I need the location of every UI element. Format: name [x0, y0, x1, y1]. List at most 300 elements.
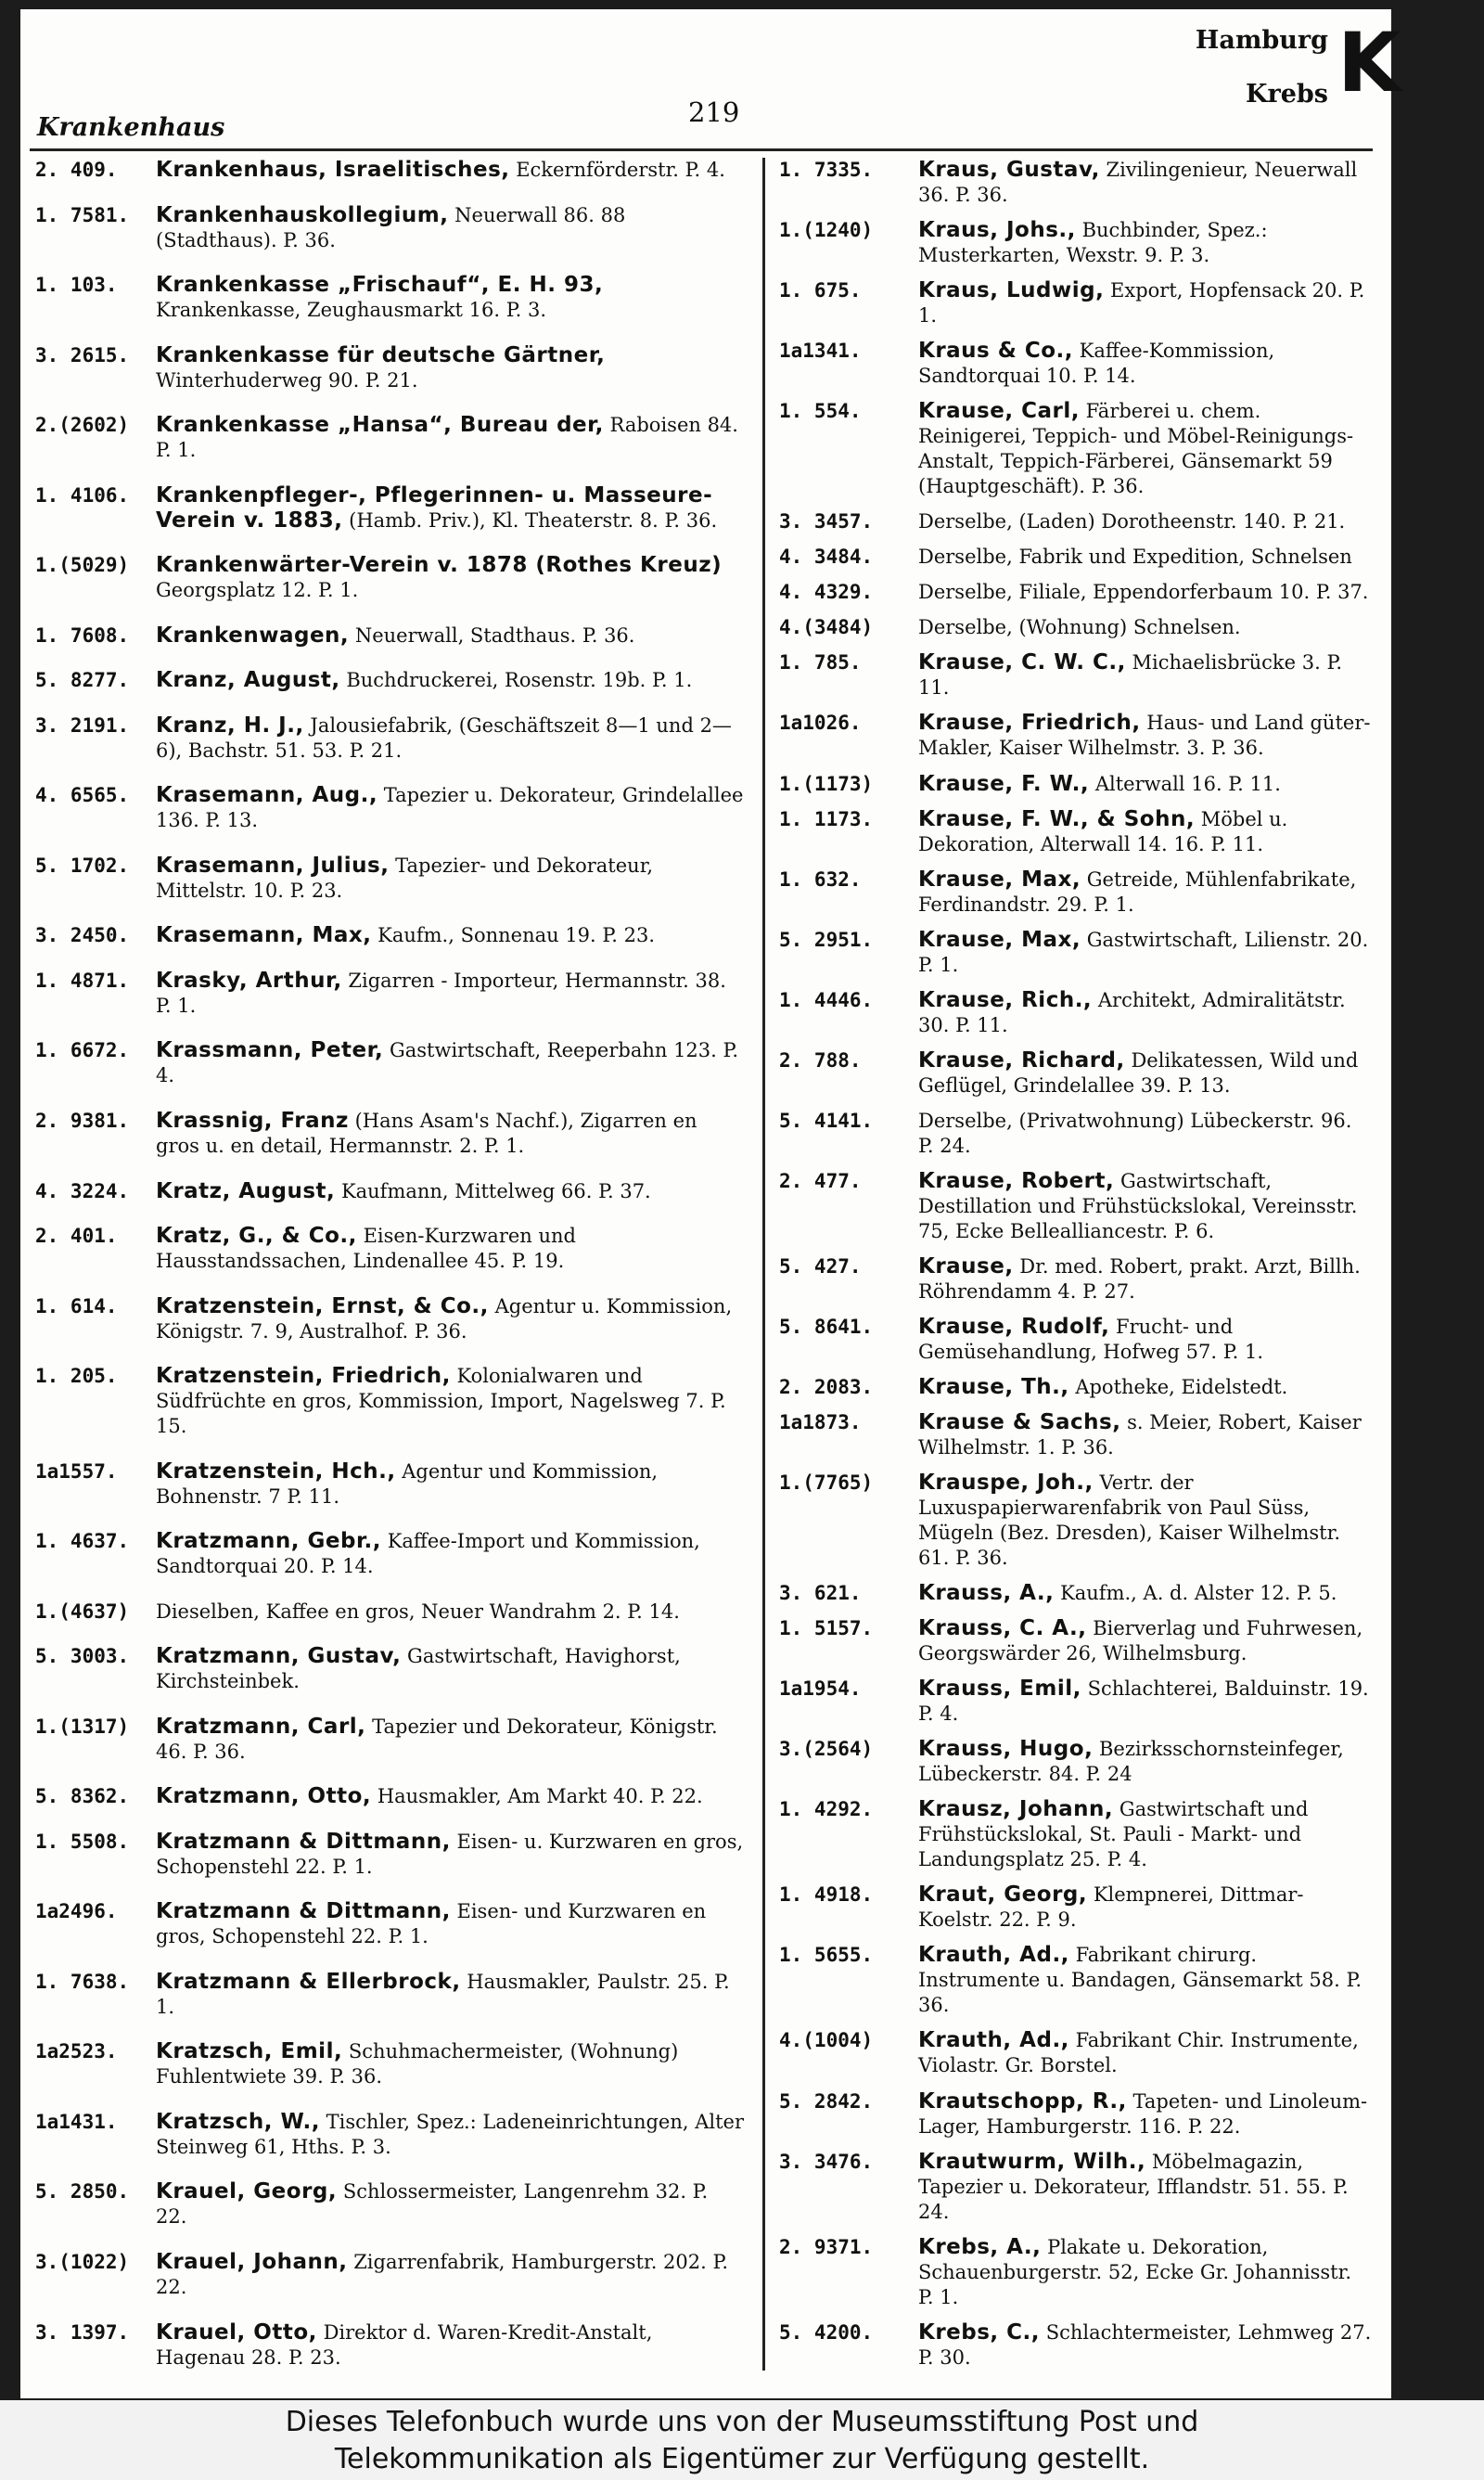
phone-number: 1. 4446.	[779, 988, 874, 1011]
directory-page	[20, 9, 1401, 2398]
directory-entry	[35, 1109, 745, 1159]
entry-description: Alterwall 16. P. 11.	[1094, 772, 1281, 795]
entry-name: Krebs, C.,	[918, 2319, 1041, 2345]
entry-body	[156, 668, 745, 693]
entry-body	[918, 218, 1373, 268]
entry-name: Krauel, Johann,	[156, 2250, 348, 2274]
directory-entry	[35, 1179, 745, 1204]
directory-entry	[779, 1677, 1373, 1727]
directory-entry	[35, 158, 745, 183]
directory-entry	[35, 1224, 745, 1274]
phone-number: 1. 4106.	[35, 483, 130, 507]
directory-entry	[779, 580, 1373, 605]
tab-letter: K	[1337, 15, 1401, 110]
entry-description: Jalousiefabrik, (Geschäftszeit 8—1 und 2—6), Bachstr. 51. 53. P. 21.	[156, 713, 732, 762]
directory-entry	[779, 2320, 1373, 2371]
entry-name: Krautschopp, R.,	[918, 2088, 1127, 2114]
entry-body	[918, 1471, 1373, 1571]
directory-entry	[35, 203, 745, 253]
entry-description: Färberei u. chem. Reinigerei, Teppich- und Möbel-Reinigungs-Anstalt, Teppich-Färberei, Gänsemarkt 59 (Hauptgeschäft). P. 36.	[918, 400, 1354, 498]
entry-name: Krauth, Ad.,	[918, 2028, 1069, 2053]
phone-number: 1. 4637.	[35, 1530, 130, 1553]
entry-body	[918, 580, 1373, 605]
phone-number: 1. 7335.	[779, 159, 874, 181]
directory-entry	[35, 1644, 745, 1694]
directory-entry	[35, 2110, 745, 2160]
directory-entry	[35, 668, 745, 693]
entry-body	[156, 854, 745, 904]
running-head-right	[1152, 26, 1328, 134]
entry-description: Eisen-Kurzwaren und Hausstandssachen, Lindenallee 45. P. 19.	[156, 1225, 576, 1273]
entry-body	[156, 1224, 745, 1274]
entry-description: Möbel u. Dekoration, Alterwall 14. 16. P. 11.	[918, 807, 1288, 855]
entry-body	[156, 1970, 745, 2020]
entry-name: Krankenhauskollegium,	[156, 202, 449, 227]
city-label: Hamburg	[1195, 26, 1328, 55]
entry-name: Krause, Friedrich,	[918, 711, 1141, 736]
entry-name: Kratzenstein, Friedrich,	[156, 1364, 451, 1389]
directory-entry	[779, 615, 1373, 640]
entry-name: Krause & Sachs,	[918, 1410, 1121, 1435]
entry-name: Krebs, A.,	[918, 2234, 1042, 2259]
phone-number: 1. 554.	[779, 400, 862, 423]
phone-number: 5. 2842.	[779, 2089, 874, 2113]
entry-name: Krankenwagen,	[156, 623, 350, 648]
directory-entry	[35, 2039, 745, 2089]
entry-name: Krankenwärter-Verein v. 1878 (Rothes Kreuz)	[156, 553, 723, 578]
entry-description: Apotheke, Eidelstedt.	[1075, 1375, 1288, 1398]
directory-entry	[35, 1830, 745, 1880]
phone-number: 1. 1173.	[779, 807, 874, 830]
entry-body	[156, 1600, 745, 1625]
phone-number: 1. 5508.	[35, 1830, 130, 1853]
entry-name: Krause, F. W.,	[918, 771, 1090, 796]
entry-body	[156, 923, 745, 948]
entry-description: Dr. med. Robert, prakt. Arzt, Billh. Röhrendamm 4. P. 27.	[918, 1254, 1361, 1303]
directory-entry	[35, 1459, 745, 1510]
phone-number: 5. 427.	[779, 1254, 862, 1278]
entry-body	[918, 1737, 1373, 1787]
entry-name: Krause, Richard,	[918, 1047, 1125, 1073]
directory-entry	[779, 928, 1373, 978]
directory-entry	[779, 807, 1373, 857]
entry-description: Frucht- und Gemüsehandlung, Hofweg 57. P. 1.	[918, 1315, 1264, 1363]
directory-entry	[779, 711, 1373, 761]
entry-description: Zigarrenfabrik, Hamburgerstr. 202. P. 22.	[156, 2251, 729, 2298]
entry-description: Möbelmagazin, Tapezier u. Dekorateur, Ifflandstr. 51. 55. P. 24.	[918, 2150, 1349, 2223]
entry-body	[156, 1364, 745, 1439]
entry-name: Krassmann, Peter,	[156, 1038, 384, 1063]
entry-name: Kratz, G., & Co.,	[156, 1224, 357, 1249]
directory-entry	[35, 1970, 745, 2020]
entry-name: Kratzsch, W.,	[156, 2109, 320, 2134]
entry-description: Krankenkasse, Zeughausmarkt 16. P. 3.	[156, 299, 547, 322]
directory-entry	[779, 1109, 1373, 1159]
directory-entry	[779, 1882, 1373, 1933]
entry-name: Krauss, C. A.,	[918, 1616, 1087, 1641]
phone-number: 1a1026.	[779, 712, 862, 735]
phone-number: 1a2496.	[35, 1900, 118, 1923]
directory-entry	[779, 2028, 1373, 2078]
header-rule	[30, 148, 1373, 151]
directory-entry	[779, 1169, 1373, 1244]
entry-description: Getreide, Mühlenfabrikate, Ferdinandstr. 29. P. 1.	[918, 867, 1357, 916]
phone-number: 2. 9381.	[35, 1109, 130, 1132]
entry-description: Gastwirtschaft und Frühstückslokal, St. Pauli - Markt- und Landungsplatz 25. P. 4.	[918, 1798, 1309, 1871]
phone-number: 1. 5655.	[779, 1944, 874, 1967]
entry-description: (Hans Asam's Nachf.), Zigarren en gros u. en detail, Hermannstr. 2. P. 1.	[156, 1109, 697, 1157]
footer-notice	[0, 2400, 1484, 2480]
phone-number: 3. 621.	[779, 1582, 862, 1605]
directory-entry	[779, 218, 1373, 268]
entry-name: Krause, Rudolf,	[918, 1314, 1110, 1339]
directory-entry	[779, 509, 1373, 534]
entry-description: Derselbe, Fabrik und Expedition, Schnelsen	[918, 546, 1352, 569]
entry-name: Kratzmann & Dittmann,	[156, 1899, 451, 1924]
directory-entry	[35, 1038, 745, 1088]
entry-body	[156, 623, 745, 649]
entry-name: Krautwurm, Wilh.,	[918, 2149, 1146, 2174]
entry-name: Krauspe, Joh.,	[918, 1471, 1094, 1496]
entry-name: Krankenhaus, Israelitisches,	[156, 158, 510, 182]
directory-entry	[35, 1784, 745, 1809]
phone-number: 5. 2850.	[35, 2180, 130, 2204]
phone-number: 1a1954.	[779, 1677, 862, 1701]
phone-number: 2. 401.	[35, 1225, 118, 1248]
directory-entry	[779, 1616, 1373, 1666]
entry-description: Plakate u. Dekoration, Schauenburgerstr. 52, Ecke Gr. Johannisstr. P. 1.	[918, 2235, 1352, 2308]
entry-body	[918, 545, 1373, 570]
entry-name: Kratzenstein, Hch.,	[156, 1458, 396, 1484]
entry-description: Agentur und Kommission, Bohnenstr. 7 P. 11.	[156, 1459, 659, 1508]
entry-body	[156, 273, 745, 323]
entry-description: Bezirksschornsteinfeger, Lübeckerstr. 84. P. 24	[918, 1738, 1344, 1786]
directory-entry	[779, 1375, 1373, 1400]
entry-description: Vertr. der Luxuspapierwarenfabrik von Paul Süss, Mügeln (Bez. Dresden), Kaiser Wilhelmstr. 61. P. 36.	[918, 1471, 1340, 1570]
directory-entry	[35, 969, 745, 1019]
entry-description: Haus- und Land güter-Makler, Kaiser Wilhelmstr. 3. P. 36.	[918, 712, 1371, 760]
phone-number: 1.(1240)	[779, 219, 874, 242]
entry-description: Zigarren - Importeur, Hermannstr. 38. P. 1.	[156, 969, 726, 1017]
phone-number: 4. 3224.	[35, 1179, 130, 1202]
phone-number: 3. 2450.	[35, 924, 130, 947]
phone-number: 2. 2083.	[779, 1375, 874, 1398]
entry-body	[918, 1410, 1373, 1460]
entry-description: Eckernförderstr. P. 4.	[516, 159, 725, 181]
directory-entry	[779, 1315, 1373, 1365]
directory-entry	[35, 1529, 745, 1579]
entry-body	[918, 399, 1373, 499]
entry-name: Krausz, Johann,	[918, 1797, 1114, 1822]
entry-description: Derselbe, (Wohnung) Schnelsen.	[918, 616, 1241, 639]
entry-name: Krause,	[918, 1253, 1014, 1279]
entry-description: Schlachtermeister, Lehmweg 27. P. 30.	[918, 2320, 1372, 2369]
phone-number: 1.(7765)	[779, 1471, 874, 1495]
directory-entry	[779, 867, 1373, 918]
phone-number: 1. 675.	[779, 279, 862, 302]
phone-number: 1. 4918.	[779, 1883, 874, 1907]
entry-body	[918, 509, 1373, 534]
phone-number: 1. 5157.	[779, 1617, 874, 1640]
entry-description: Raboisen 84. P. 1.	[156, 414, 738, 462]
phone-number: 4. 4329.	[779, 581, 874, 604]
entry-description: Fabrikant Chir. Instrumente, Violastr. Gr. Borstel.	[918, 2029, 1359, 2077]
directory-entry	[779, 650, 1373, 700]
directory-entry	[779, 2089, 1373, 2139]
entry-body	[918, 772, 1373, 797]
entry-name: Kratzenstein, Ernst, & Co.,	[156, 1293, 489, 1318]
entry-body	[156, 1109, 745, 1159]
entry-name: Kratzmann, Otto,	[156, 1784, 372, 1809]
entry-body	[918, 928, 1373, 978]
directory-entry	[35, 1600, 745, 1625]
entry-name: Krause, F. W., & Sohn,	[918, 806, 1196, 831]
running-head-left: Krankenhaus	[37, 113, 225, 142]
phone-number: 1. 785.	[779, 651, 862, 675]
entry-name: Kratzmann, Carl,	[156, 1714, 366, 1739]
entry-body	[156, 343, 745, 393]
directory-entry	[779, 339, 1373, 389]
phone-number: 1. 614.	[35, 1294, 118, 1317]
entry-body	[918, 1254, 1373, 1304]
directory-entry	[35, 1715, 745, 1765]
entry-body	[156, 1644, 745, 1694]
entry-description: Kolonialwaren und Südfrüchte en gros, Kommission, Import, Nagelsweg 7. P. 15.	[156, 1365, 726, 1438]
entry-body	[918, 1048, 1373, 1099]
directory-entry	[779, 278, 1373, 328]
directory-entry	[779, 1254, 1373, 1304]
entry-name: Kraus, Johs.,	[918, 218, 1076, 243]
entry-name: Krauth, Ad.,	[918, 1943, 1069, 1968]
entry-description: Kaufm., Sonnenau 19. P. 23.	[377, 924, 656, 947]
entry-description: Tapeten- und Linoleum-Lager, Hamburgerstr. 116. P. 22.	[918, 2089, 1368, 2138]
entry-description: Delikatessen, Wild und Geflügel, Grindelallee 39. P. 13.	[918, 1048, 1359, 1097]
directory-entry	[35, 483, 745, 533]
entry-description: Schuhmachermeister, (Wohnung) Fuhlentwiete 39. P. 36.	[156, 2040, 679, 2088]
phone-number: 5. 8362.	[35, 1785, 130, 1808]
entry-name: Krankenkasse „Frischauf“, E. H. 93,	[156, 273, 604, 298]
entry-body	[156, 713, 745, 764]
directory-entry	[35, 1364, 745, 1439]
entry-description: Derselbe, Filiale, Eppendorferbaum 10. P. 37.	[918, 581, 1369, 604]
right-keyword: Krebs	[1246, 80, 1328, 109]
entry-body	[918, 1677, 1373, 1727]
entry-body	[918, 650, 1373, 700]
phone-number: 1. 7608.	[35, 623, 130, 647]
entry-description: Neuerwall, Stadthaus. P. 36.	[354, 623, 635, 647]
page-number: 219	[688, 96, 740, 128]
directory-entry	[779, 158, 1373, 208]
entry-description: Derselbe, (Laden) Dorotheenstr. 140. P. 21.	[918, 510, 1346, 533]
entry-body	[918, 158, 1373, 208]
phone-number: 5. 4141.	[779, 1109, 874, 1132]
entry-name: Krauel, Otto,	[156, 2319, 317, 2345]
entry-body	[918, 1169, 1373, 1244]
directory-entry	[35, 2320, 745, 2371]
entry-body	[918, 278, 1373, 328]
entry-body	[918, 2235, 1373, 2310]
entry-body	[156, 1038, 745, 1088]
entry-name: Krause, Rich.,	[918, 987, 1093, 1012]
directory-entry	[35, 343, 745, 393]
entry-body	[156, 969, 745, 1019]
entry-name: Krauss, A.,	[918, 1581, 1055, 1606]
entry-description: Fabrikant chirurg. Instrumente u. Bandagen, Gänsemarkt 58. P. 36.	[918, 1944, 1362, 2017]
entry-body	[156, 2250, 745, 2300]
entry-body	[918, 1797, 1373, 1872]
entry-description: Buchdruckerei, Rosenstr. 19b. P. 1.	[346, 669, 693, 692]
entry-description: Tapezier und Dekorateur, Königstr. 46. P. 36.	[156, 1715, 718, 1763]
entry-body	[156, 1715, 745, 1765]
directory-entry	[35, 854, 745, 904]
phone-number: 1.(1173)	[779, 772, 874, 795]
entry-body	[156, 1784, 745, 1809]
entry-body	[918, 711, 1373, 761]
directory-entry	[35, 623, 745, 649]
entry-description: Kaufmann, Mittelweg 66. P. 37.	[340, 1179, 651, 1202]
entry-description: Michaelisbrücke 3. P. 11.	[918, 651, 1343, 700]
entry-body	[918, 1375, 1373, 1400]
entry-description: Eisen- und Kurzwaren en gros, Schopenstehl 22. P. 1.	[156, 1900, 707, 1948]
entry-name: Krauel, Georg,	[156, 2179, 338, 2204]
entry-description: Bierverlag und Fuhrwesen, Georgswärder 26, Wilhelmsburg.	[918, 1617, 1363, 1665]
phone-number: 3. 2615.	[35, 343, 130, 366]
entry-name: Kraut, Georg,	[918, 1882, 1088, 1908]
entry-description: Buchbinder, Spez.: Musterkarten, Wexstr. 9. P. 3.	[918, 219, 1268, 267]
entry-description: Schlachterei, Balduinstr. 19. P. 4.	[918, 1677, 1369, 1726]
entry-name: Krasemann, Max,	[156, 923, 372, 948]
entry-name: Krause, Max,	[918, 927, 1081, 952]
directory-entry	[779, 2150, 1373, 2225]
phone-number: 1a2523.	[35, 2040, 118, 2063]
entry-name: Krauss, Hugo,	[918, 1737, 1094, 1762]
entry-description: Winterhuderweg 90. P. 21.	[156, 368, 418, 392]
entry-name: Kratzmann & Dittmann,	[156, 1829, 451, 1854]
entry-description: Klempnerei, Dittmar-Koelstr. 22. P. 9.	[918, 1883, 1304, 1932]
entry-description: Gastwirtschaft, Reeperbahn 123. P. 4.	[156, 1039, 739, 1087]
entry-name: Kraus, Ludwig,	[918, 278, 1105, 303]
directory-entry	[779, 1048, 1373, 1099]
entry-body	[918, 2089, 1373, 2139]
directory-entry	[779, 1581, 1373, 1606]
entry-body	[918, 1315, 1373, 1365]
entry-body	[918, 988, 1373, 1038]
directory-entry	[779, 988, 1373, 1038]
directory-entry	[35, 923, 745, 948]
directory-entry	[35, 713, 745, 764]
phone-number: 2. 409.	[35, 159, 118, 181]
entry-body	[156, 1179, 745, 1204]
entry-description: Derselbe, (Privatwohnung) Lübeckerstr. 96. P. 24.	[918, 1109, 1352, 1157]
directory-entry	[35, 2250, 745, 2300]
phone-number: 1. 205.	[35, 1365, 118, 1388]
entry-name: Krause, Robert,	[918, 1168, 1115, 1193]
phone-number: 1. 6672.	[35, 1039, 130, 1062]
entry-name: Kratzmann & Ellerbrock,	[156, 1969, 461, 1994]
directory-entry	[779, 772, 1373, 797]
phone-number: 1. 7638.	[35, 1970, 130, 1993]
entry-name: Kranz, August,	[156, 668, 340, 693]
entry-name: Kraus, Gustav,	[918, 158, 1100, 182]
entry-body	[156, 2110, 745, 2160]
entry-description: Export, Hopfensack 20. P. 1.	[918, 279, 1365, 328]
directory-entry	[35, 273, 745, 323]
entry-name: Krankenpfleger-, Pflegerinnen- u. Masseure-Verein v. 1883,	[156, 482, 713, 533]
phone-number: 3.(1022)	[35, 2251, 130, 2273]
entry-body	[918, 867, 1373, 918]
phone-number: 1.(4637)	[35, 1600, 130, 1623]
entry-name: Kratz, August,	[156, 1178, 336, 1203]
entry-body	[156, 1459, 745, 1510]
directory-entry	[779, 1943, 1373, 2018]
entry-body	[918, 1943, 1373, 2018]
phone-number: 3. 2191.	[35, 713, 130, 737]
phone-number: 3.(2564)	[779, 1738, 874, 1761]
phone-number: 1. 4871.	[35, 969, 130, 992]
phone-number: 4. 3484.	[779, 546, 874, 569]
entry-description: Agentur u. Kommission, Königstr. 7. 9, Australhof. P. 36.	[156, 1294, 733, 1343]
left-column	[35, 158, 745, 2371]
entry-description: Kaffee-Import und Kommission, Sandtorquai 20. P. 14.	[156, 1530, 700, 1578]
footer-line-2: Telekommunikation als Eigentümer zur Verfügung gestellt.	[334, 2443, 1150, 2475]
phone-number: 4. 6565.	[35, 784, 130, 807]
entry-description: Architekt, Admiralitätstr. 30. P. 11.	[918, 988, 1346, 1036]
directory-entry	[35, 783, 745, 833]
phone-number: 1a1431.	[35, 2110, 118, 2133]
entry-body	[156, 2179, 745, 2229]
directory-entry	[779, 1797, 1373, 1872]
phone-number: 2. 788.	[779, 1048, 862, 1072]
phone-number: 3. 1397.	[35, 2320, 130, 2344]
entry-body	[918, 807, 1373, 857]
entry-name: Krause, Carl,	[918, 399, 1080, 424]
directory-entry	[35, 1899, 745, 1949]
entry-body	[918, 1109, 1373, 1159]
entry-body	[918, 339, 1373, 389]
phone-number: 1. 632.	[779, 867, 862, 891]
entry-description: Hausmakler, Paulstr. 25. P. 1.	[156, 1970, 730, 2018]
entry-body	[918, 1882, 1373, 1933]
entry-body	[156, 483, 745, 533]
entry-name: Krause, Max,	[918, 867, 1081, 892]
entry-description: Gastwirtschaft, Lilienstr. 20. P. 1.	[918, 928, 1369, 976]
entry-name: Kratzmann, Gustav,	[156, 1644, 402, 1669]
entry-body	[156, 783, 745, 833]
entry-name: Krankenkasse für deutsche Gärtner,	[156, 342, 606, 367]
phone-number: 4.(3484)	[779, 616, 874, 639]
entry-body	[918, 615, 1373, 640]
entry-name: Kratzmann, Gebr.,	[156, 1529, 382, 1554]
directory-entry	[779, 1737, 1373, 1787]
entry-description: s. Meier, Robert, Kaiser Wilhelmstr. 1. P. 36.	[918, 1411, 1362, 1459]
entry-description: Dieselben, Kaffee en gros, Neuer Wandrahm 2. P. 14.	[156, 1600, 680, 1623]
entry-body	[918, 1616, 1373, 1666]
right-column	[779, 158, 1373, 2371]
directory-entry	[779, 2235, 1373, 2310]
entry-name: Krankenkasse „Hansa“, Bureau der,	[156, 413, 604, 438]
entry-name: Krasemann, Julius,	[156, 853, 390, 878]
directory-entry	[779, 1410, 1373, 1460]
directory-entry	[779, 1471, 1373, 1571]
entry-body	[156, 413, 745, 463]
entry-name: Krause, Th.,	[918, 1374, 1069, 1399]
entry-body	[156, 2039, 745, 2089]
phone-number: 1.(1317)	[35, 1715, 130, 1738]
entry-name: Kratzsch, Emil,	[156, 2039, 343, 2064]
phone-number: 5. 2951.	[779, 928, 874, 951]
entry-description: Schlossermeister, Langenrehm 32. P. 22.	[156, 2180, 709, 2229]
footer-line-1: Dieses Telefonbuch wurde uns von der Museumsstiftung Post und	[285, 2406, 1199, 2438]
